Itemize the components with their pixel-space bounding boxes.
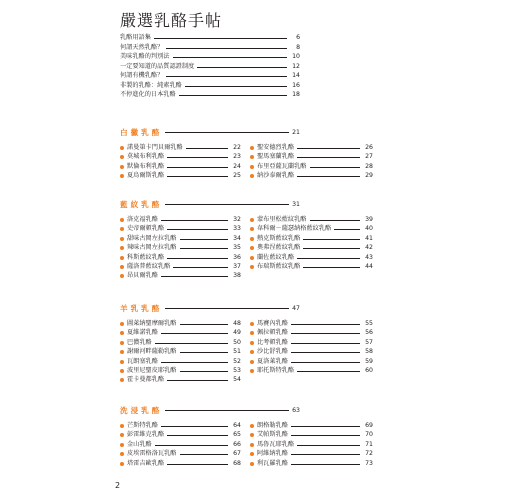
bullet-dot-icon [250, 452, 254, 456]
bullet-dot-icon [120, 452, 124, 456]
leader-line [180, 454, 229, 455]
leader-line [173, 267, 228, 268]
toc-entry-label: 熱克斯藍紋乳酪 [257, 234, 301, 242]
toc-entry[interactable] [250, 459, 373, 469]
toc-entry-page: 16 [292, 81, 300, 89]
toc-entry-page: 73 [365, 459, 373, 467]
toc-entry-intro[interactable] [120, 71, 300, 81]
leader-line [161, 426, 228, 427]
toc-entry-label: 沙比舒乳酪 [257, 348, 288, 356]
leader-line [310, 220, 361, 221]
toc-entry-intro[interactable] [120, 90, 300, 100]
leader-line [297, 258, 360, 259]
toc-entry-label: 昂貝爾乳酪 [127, 272, 158, 280]
leader-line [291, 333, 360, 334]
bullet-dot-icon [250, 265, 254, 269]
toc-entry[interactable] [250, 366, 373, 376]
toc-entry-page: 34 [233, 234, 241, 242]
toc-entry-page: 39 [365, 216, 373, 223]
toc-entry-page: 56 [365, 329, 373, 337]
bullet-dot-icon [120, 350, 124, 354]
bullet-dot-icon [250, 341, 254, 345]
page-number: 2 [115, 481, 121, 490]
toc-entry-page: 37 [233, 263, 241, 270]
bullet-dot-icon [120, 227, 124, 231]
leader-line [303, 239, 360, 240]
toc-entry-page: 69 [365, 422, 373, 429]
toc-entry-page: 28 [365, 162, 373, 170]
toc-entry-label: 利瓦羅乳酪 [257, 459, 288, 467]
toc-entry-page: 65 [233, 431, 241, 439]
toc-entry-label: 霍卡曼都乳酪 [127, 376, 165, 384]
leader-line [154, 38, 287, 39]
section-title: 藍紋乳酪 [120, 199, 163, 209]
toc-entry-label: 蒙布里松藍紋乳酪 [257, 216, 307, 223]
leader-line [180, 239, 229, 240]
toc-entry-label: 彭雷維克乳酪 [127, 431, 165, 439]
bullet-dot-icon [250, 322, 254, 326]
toc-entry-page: 71 [365, 440, 373, 448]
leader-line [167, 464, 228, 465]
toc-entry-page: 12 [292, 62, 300, 70]
toc-entry-label: 何謂天然乳酪？ [120, 43, 164, 51]
toc-entry-label: 耶托斯特乳酪 [257, 367, 295, 374]
leader-line [303, 267, 360, 268]
leader-line [165, 410, 289, 411]
leader-line [180, 371, 229, 372]
toc-entry-label: 辣味古岡左拉乳酪 [127, 244, 177, 252]
toc-entry-page: 43 [365, 253, 373, 261]
leader-line [185, 86, 287, 87]
toc-entry-page: 33 [233, 225, 241, 233]
toc-entry-label: 納沙泰爾乳酪 [257, 172, 295, 180]
section-heading[interactable] [120, 126, 300, 138]
bullet-dot-icon [120, 322, 124, 326]
toc-entry-label: 史帝爾頓乳酪 [127, 225, 165, 233]
leader-line [291, 324, 360, 325]
toc-entry-page: 24 [233, 162, 241, 170]
leader-line [166, 48, 287, 49]
toc-entry-page: 54 [233, 376, 241, 384]
bullet-dot-icon [120, 265, 124, 269]
leader-line [161, 220, 228, 221]
bullet-dot-icon [250, 360, 254, 364]
toc-entry-intro[interactable] [120, 52, 300, 62]
toc-entry-label: 美味乳酪的判別法 [120, 53, 170, 60]
section-page: 63 [292, 406, 300, 414]
toc-entry-label: 謝爾河畔薩勒乳酪 [127, 348, 177, 356]
leader-line [167, 167, 228, 168]
toc-entry-intro[interactable] [120, 81, 300, 91]
bullet-dot-icon [120, 369, 124, 373]
toc-entry-page: 70 [365, 431, 373, 439]
bullet-dot-icon [250, 424, 254, 428]
bullet-dot-icon [250, 462, 254, 466]
leader-line [297, 445, 360, 446]
toc-entry-label: 佩拉頓乳酪 [257, 329, 288, 337]
toc-entry-page: 52 [233, 357, 241, 365]
leader-line [173, 57, 288, 58]
bullet-dot-icon [120, 155, 124, 159]
toc-entry-page: 50 [233, 338, 241, 346]
toc-entry-label: 馬魯瓦耶乳酪 [257, 440, 295, 448]
toc-entry-label: 一定要知道的品質認證制度 [120, 62, 195, 70]
section-page: 21 [292, 128, 300, 136]
leader-line [291, 352, 360, 353]
toc-entry-label: 乳酪用語集 [120, 34, 151, 41]
leader-line [186, 148, 228, 149]
toc-entry-label: 阿維納乳酪 [257, 450, 288, 458]
toc-entry-page: 32 [233, 216, 241, 223]
bullet-dot-icon [250, 237, 254, 241]
leader-line [180, 248, 229, 249]
toc-entry-label: 夏維諾乳酪 [127, 329, 158, 337]
toc-entry-page: 40 [365, 225, 373, 233]
leader-line [167, 258, 228, 259]
section-title: 洗浸乳酪 [120, 405, 163, 415]
toc-entry-page: 48 [233, 320, 241, 327]
toc-entry-page: 59 [365, 357, 373, 365]
toc-entry-label: 非製的乳酪：純素乳酪 [120, 81, 182, 89]
bullet-dot-icon [120, 378, 124, 382]
bullet-dot-icon [120, 146, 124, 150]
bullet-dot-icon [250, 146, 254, 150]
toc-entry-intro[interactable] [120, 43, 300, 53]
leader-line [303, 248, 360, 249]
toc-entry-label: 聖安德烈乳酪 [257, 144, 295, 151]
toc-entry-label: 蘭佐藍紋乳酪 [257, 253, 295, 261]
toc-entry-intro[interactable] [120, 33, 300, 43]
leader-line [291, 426, 360, 427]
leader-line [297, 176, 360, 177]
bullet-dot-icon [120, 462, 124, 466]
bullet-dot-icon [120, 433, 124, 437]
toc-entry-page: 29 [365, 172, 373, 180]
leader-line [291, 435, 360, 436]
leader-line [291, 454, 360, 455]
toc-entry-label: 馬賽內乳酪 [257, 320, 288, 327]
toc-entry[interactable] [120, 271, 241, 281]
bullet-dot-icon [250, 350, 254, 354]
section-heading[interactable] [120, 404, 300, 416]
leader-line [161, 333, 228, 334]
leader-line [165, 132, 289, 133]
toc-entry-page: 35 [233, 244, 241, 252]
toc-entry-page: 51 [233, 348, 241, 356]
toc-entry[interactable] [120, 459, 241, 469]
toc-entry-page: 49 [233, 329, 241, 337]
toc-entry-label: 朗格勒乳酪 [257, 422, 288, 429]
leader-line [167, 435, 228, 436]
toc-entry[interactable] [120, 171, 241, 181]
toc-entry-label: 布里亞薩瓦蘭乳酪 [257, 162, 307, 170]
leader-line [167, 380, 228, 381]
bullet-dot-icon [250, 443, 254, 447]
toc-entry-label: 夏烏爾斯乳酪 [127, 172, 165, 180]
bullet-dot-icon [250, 155, 254, 159]
toc-entry-page: 68 [233, 459, 241, 467]
toc-entry-page: 14 [292, 72, 300, 79]
bullet-dot-icon [120, 165, 124, 169]
toc-entry-label: 洛克福乳酪 [127, 216, 158, 223]
bullet-dot-icon [120, 424, 124, 428]
section-page: 31 [292, 200, 300, 208]
bullet-dot-icon [250, 433, 254, 437]
section-heading[interactable] [120, 198, 300, 210]
bullet-dot-icon [120, 331, 124, 335]
toc-entry-label: 默倫布利乳酪 [127, 162, 165, 170]
leader-line [155, 445, 228, 446]
section-heading[interactable] [120, 302, 300, 314]
toc-entry-page: 57 [365, 338, 373, 346]
toc-entry-label: 塔雷吉歐乳酪 [127, 459, 165, 467]
bullet-dot-icon [120, 174, 124, 178]
toc-entry-page: 26 [365, 144, 373, 151]
toc-entry-label: 莫城布利乳酪 [127, 153, 165, 161]
bullet-dot-icon [120, 443, 124, 447]
bullet-dot-icon [120, 274, 124, 278]
toc-entry-page: 38 [233, 272, 241, 280]
section-title: 白黴乳酪 [120, 127, 163, 137]
toc-entry-page: 10 [292, 53, 300, 60]
toc-entry-label: 芒斯特乳酪 [127, 422, 158, 429]
toc-entry-page: 72 [365, 450, 373, 458]
page-title: 嚴選乳酪手帖 [120, 11, 223, 30]
leader-line [180, 324, 229, 325]
bullet-dot-icon [120, 246, 124, 250]
toc-entry-label: 皮埃雷格洛瓦乳酪 [127, 450, 177, 458]
toc-entry-label: 巴儂乳酪 [127, 338, 152, 346]
bullet-dot-icon [120, 256, 124, 260]
leader-line [165, 204, 289, 205]
toc-entry-label: 圖萊納聖摩爾乳酪 [127, 320, 177, 327]
toc-entry-page: 25 [233, 172, 241, 180]
bullet-dot-icon [120, 237, 124, 241]
toc-entry-label: 甜味古岡左拉乳酪 [127, 234, 177, 242]
toc-entry-label: 布瑞斯藍紋乳酪 [257, 263, 301, 270]
leader-line [161, 362, 228, 363]
bullet-dot-icon [250, 246, 254, 250]
toc-entry-label: 夏洛萊乳酪 [257, 357, 288, 365]
bullet-dot-icon [250, 218, 254, 222]
toc-entry-page: 27 [365, 153, 373, 161]
leader-line [291, 343, 360, 344]
leader-line [167, 229, 228, 230]
leader-line [155, 343, 228, 344]
toc-entry-page: 64 [233, 422, 241, 429]
toc-entry-label: 諾曼第卡門貝爾乳酪 [127, 144, 183, 151]
leader-line [334, 229, 360, 230]
toc-entry-label: 薩洛普藍紋乳酪 [127, 263, 171, 270]
bullet-dot-icon [250, 165, 254, 169]
toc-entry-label: 何謂有機乳酪？ [120, 72, 164, 79]
bullet-dot-icon [250, 369, 254, 373]
leader-line [310, 167, 361, 168]
toc-entry-page: 22 [233, 144, 241, 151]
toc-entry[interactable] [250, 262, 373, 272]
bullet-dot-icon [250, 227, 254, 231]
toc-entry-label: 科斯藍紋乳酪 [127, 253, 165, 261]
bullet-dot-icon [120, 341, 124, 345]
toc-entry-page: 60 [365, 367, 373, 374]
leader-line [179, 95, 287, 96]
bullet-dot-icon [250, 256, 254, 260]
leader-line [297, 148, 360, 149]
toc-entry-page: 66 [233, 440, 241, 448]
bullet-dot-icon [250, 331, 254, 335]
toc-entry-page: 41 [365, 234, 373, 242]
section-title: 羊乳乳酪 [120, 303, 163, 313]
toc-entry-label: 聖馬塞蘭乳酪 [257, 153, 295, 161]
leader-line [297, 157, 360, 158]
leader-line [161, 276, 228, 277]
toc-entry-page: 67 [233, 450, 241, 458]
leader-line [180, 352, 229, 353]
bullet-dot-icon [250, 174, 254, 178]
toc-entry-page: 44 [365, 263, 373, 270]
toc-entry-label: 韋科爾－薩瑟納格藍紋乳酪 [257, 225, 332, 233]
leader-line [165, 308, 289, 309]
toc-entry-page: 42 [365, 244, 373, 252]
toc-entry-page: 58 [365, 348, 373, 356]
toc-entry-label: 金山乳酪 [127, 440, 152, 448]
toc-entry-label: 艾帕斯乳酪 [257, 431, 288, 439]
toc-entry-page: 36 [233, 253, 241, 261]
leader-line [291, 464, 360, 465]
toc-entry-page: 23 [233, 153, 241, 161]
leader-line [167, 176, 228, 177]
toc-entry-label: 瓦朗塞乳酪 [127, 357, 158, 365]
bullet-dot-icon [120, 218, 124, 222]
toc-entry-intro[interactable] [120, 62, 300, 72]
toc-entry-page: 55 [365, 320, 373, 327]
toc-entry-label: 奧弗涅藍紋乳酪 [257, 244, 301, 252]
toc-entry[interactable] [120, 375, 241, 385]
bullet-dot-icon [120, 360, 124, 364]
leader-line [197, 67, 287, 68]
toc-entry-label: 不停進化的日本乳酪 [120, 91, 176, 98]
toc-entry-page: 18 [292, 91, 300, 98]
section-page: 47 [292, 304, 300, 312]
toc-entry-label: 比考頓乳酪 [257, 338, 288, 346]
toc-entry-label: 波里尼聖皮耶乳酪 [127, 367, 177, 374]
toc-entry-page: 53 [233, 367, 241, 374]
toc-entry[interactable] [250, 171, 373, 181]
leader-line [291, 362, 360, 363]
leader-line [297, 371, 360, 372]
leader-line [167, 157, 228, 158]
toc-entry-page: 6 [296, 34, 300, 41]
leader-line [166, 76, 287, 77]
toc-entry-page: 8 [296, 43, 300, 51]
